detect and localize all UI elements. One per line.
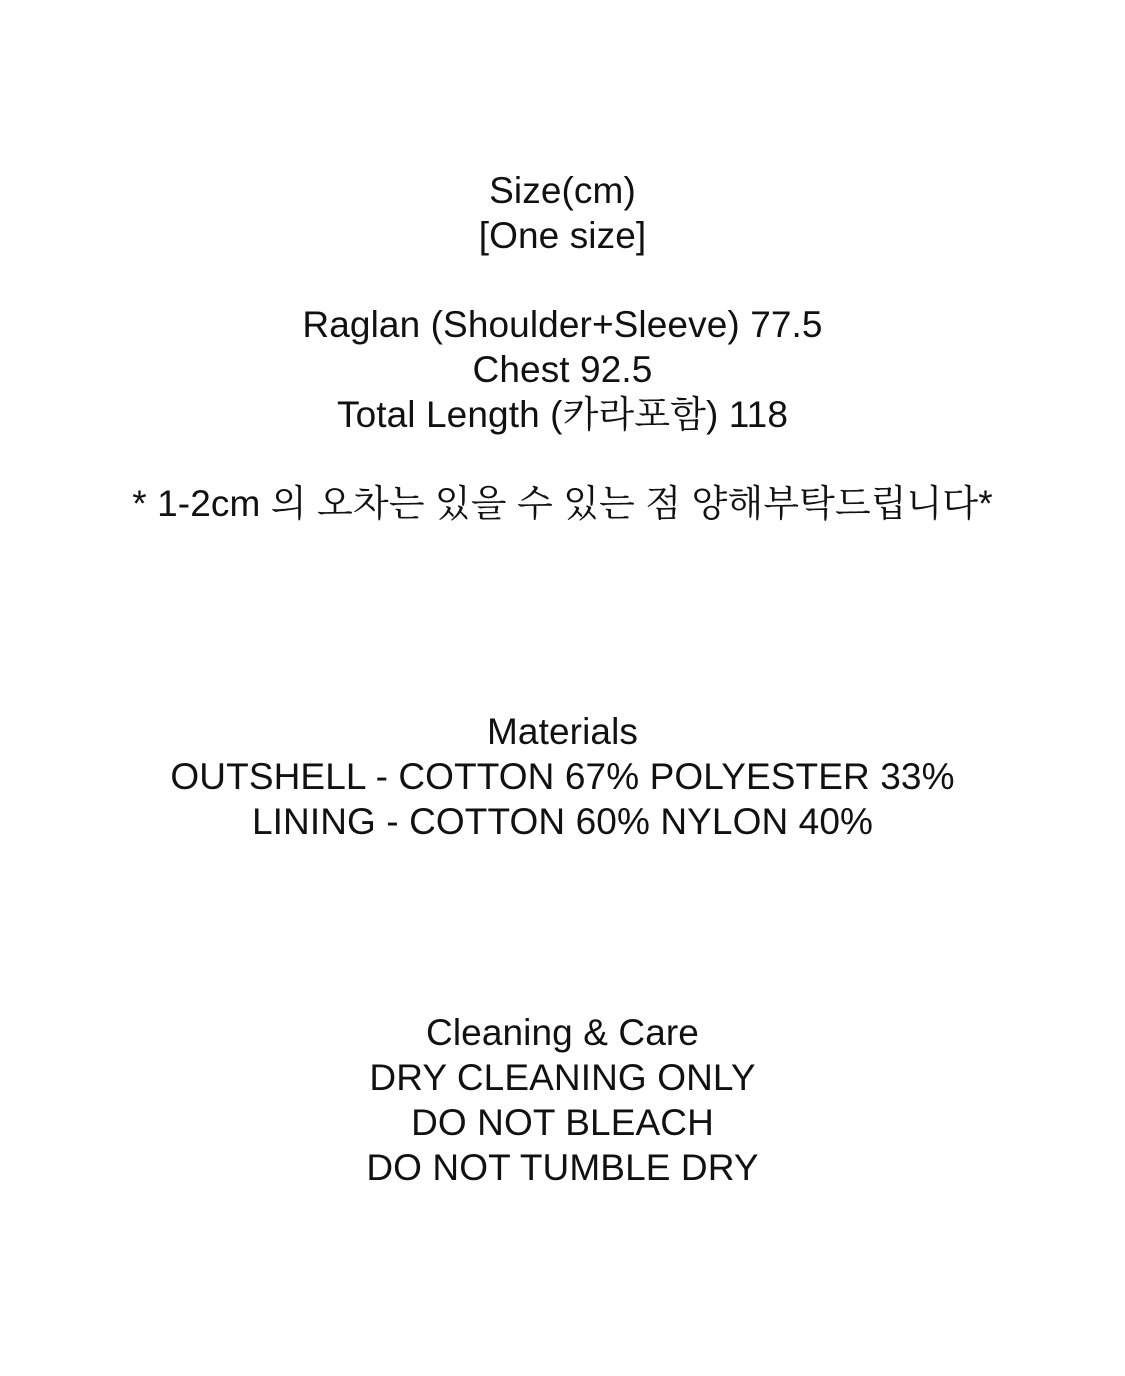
tolerance-note-block [0,481,1125,526]
materials-outshell: OUTSHELL - COTTON 67% POLYESTER 33% [170,756,955,797]
measurement-raglan: Raglan (Shoulder+Sleeve) 77.5 [302,304,823,345]
size-option-label: [One size] [478,215,647,256]
materials-section-title: Materials [487,711,638,752]
care-section [0,1010,1125,1190]
care-instruction-bleach: DO NOT BLEACH [411,1102,714,1143]
measurement-chest: Chest 92.5 [472,349,653,390]
care-instruction-dry-cleaning: DRY CLEANING ONLY [369,1057,756,1098]
size-measurements [0,302,1125,437]
materials-lining: LINING - COTTON 60% NYLON 40% [251,801,874,842]
materials-section [0,709,1125,844]
size-section [0,168,1125,258]
tolerance-note: * 1-2cm 의 오차는 있을 수 있는 점 양해부탁드립니다* [132,483,993,524]
size-section-title: Size(cm) [489,170,636,211]
care-section-title: Cleaning & Care [426,1012,699,1053]
measurement-total-length: Total Length (카라포함) 118 [336,394,789,435]
care-instruction-tumble-dry: DO NOT TUMBLE DRY [366,1147,759,1188]
